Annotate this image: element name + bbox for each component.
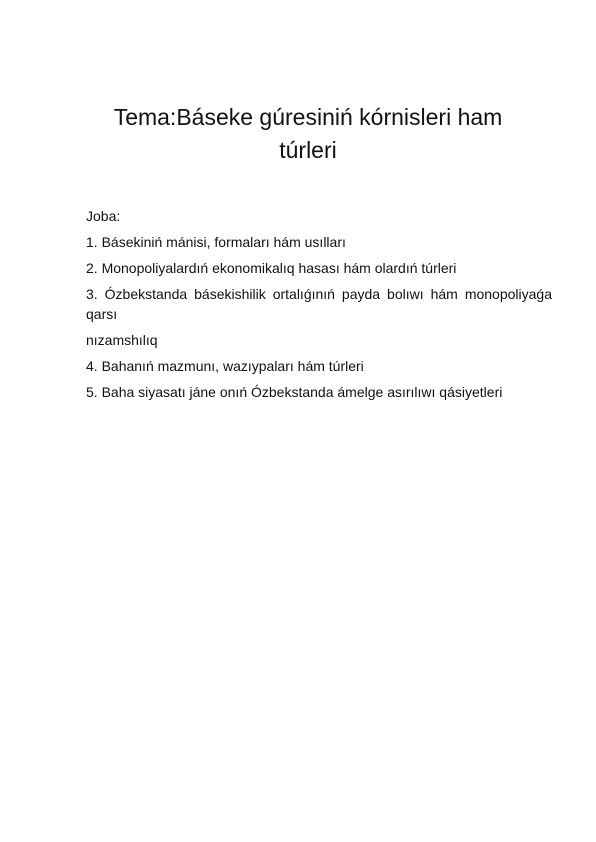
plan-item-1: 1. Básekiniń mánisi, formaları hám usılları — [86, 234, 346, 250]
plan-section — [86, 206, 552, 408]
plan-item-3-continuation: nızamshılıq — [86, 332, 158, 348]
title-line-1: Tema:Báseke gúresiniń kórnisleri ham — [113, 104, 503, 130]
page-title — [86, 101, 530, 167]
plan-item-4: 4. Bahanıń mazmunı, wazıypaları hám túrleri — [86, 358, 364, 374]
plan-label: Joba: — [86, 208, 121, 224]
title-line-2: túrleri — [279, 137, 337, 163]
plan-item-5: 5. Baha siyasatı jáne onıń Ózbekstanda ámelge asırılıwı qásiyetleri — [86, 384, 503, 400]
plan-item-3: 3. Ózbekstanda básekishilik ortalıǵınıń payda bolıwı hám monopoliyaǵa qarsı — [86, 286, 552, 322]
plan-item-2: 2. Monopoliyalardıń ekonomikalıq hasası hám olardıń túrleri — [86, 260, 457, 276]
